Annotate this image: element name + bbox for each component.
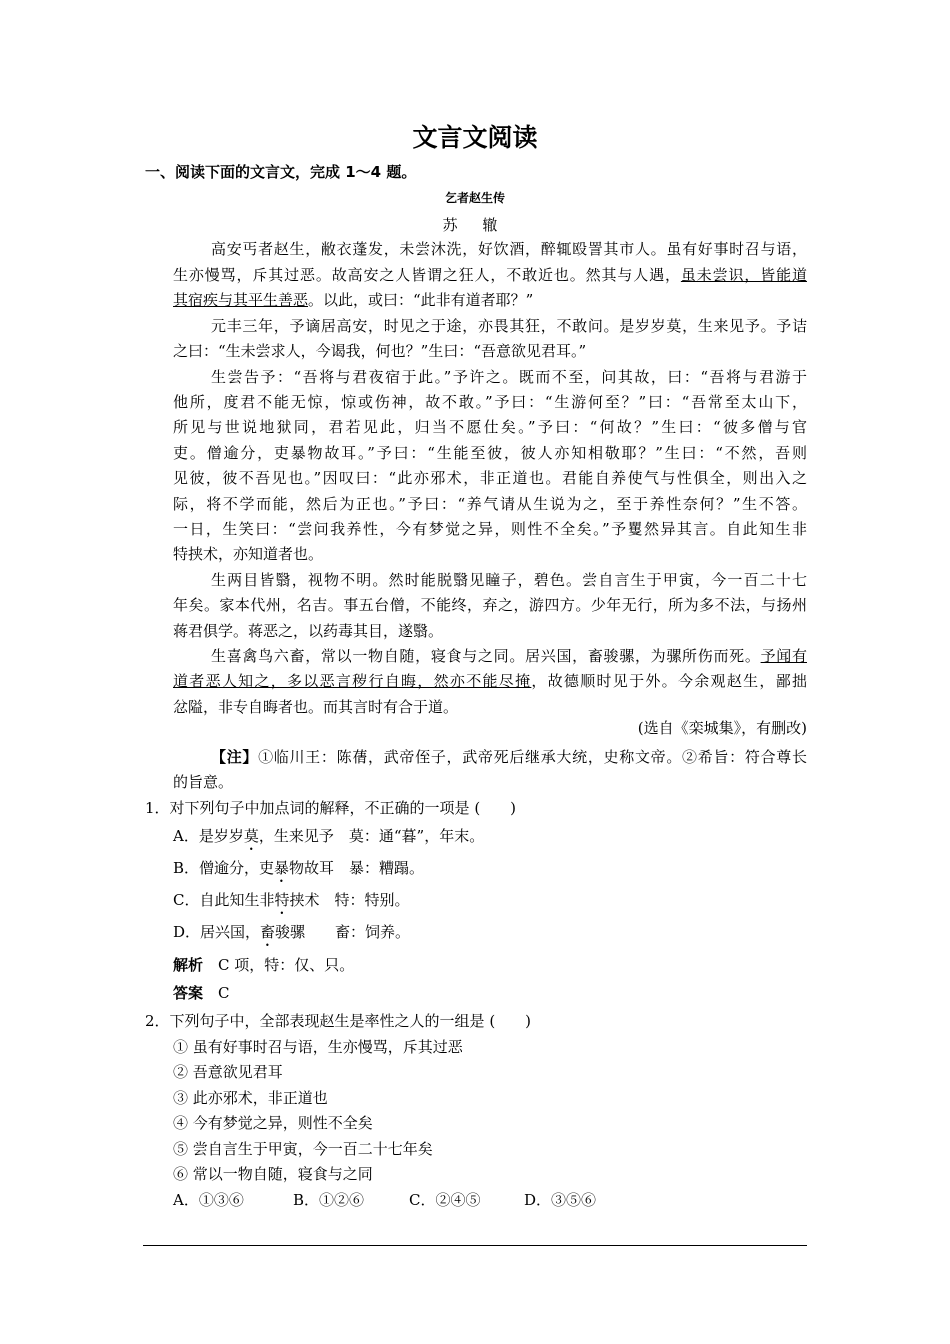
underlined-sentence: 道者恶人知之，多以恶言秽行自晦，然亦不能尽掩 bbox=[173, 672, 532, 690]
underlined-sentence: 其宿疾与其平生善恶 bbox=[173, 291, 309, 309]
q2-option-d: D．③⑤⑥ bbox=[524, 1191, 597, 1209]
passage-line: 其宿疾与其平生善恶。以此，或曰：“此非有道者耶？” bbox=[173, 291, 534, 309]
source-citation: (选自《栾城集》，有删改) bbox=[637, 719, 807, 737]
passage-line: 一日，生笑曰：“尝问我养性，今有梦觉之异，则性不全矣。”予矍然异其言。自此知生非 bbox=[173, 520, 807, 538]
footer-divider bbox=[143, 1245, 807, 1246]
passage-line: 际，将不学而能，然后为正也。”予曰：“养气请从生说为之，至于养性奈何？”生不答。 bbox=[173, 495, 807, 513]
passage-line: 之曰：“生未尝求人，今谒我，何也？”生曰：“吾意欲见君耳。” bbox=[173, 342, 587, 360]
passage-line: 吏。僧逾分，吏暴物故耳。”予曰：“生能至彼，彼人亦知相敬耶？”生曰：“不然，吾则 bbox=[173, 444, 807, 462]
passage-line: 见彼，彼不吾见也。”因叹曰：“此亦邪术，非正道也。君能自养使气与性俱全，则出入之 bbox=[173, 469, 807, 487]
passage-line: 生喜禽鸟六畜，常以一物自随，寝食与之同。居兴国，畜骏骡，为骡所伤而死。予闻有 bbox=[211, 647, 807, 665]
passage-author: 苏 辙 bbox=[442, 216, 508, 234]
underlined-sentence: 虽未尝识，皆能道 bbox=[680, 266, 807, 284]
dotted-word: 畜 bbox=[260, 923, 276, 941]
passage-line: 忿隘，非专自晦者也。而其言时有合于道。 bbox=[173, 698, 459, 716]
passage-line: 生两目皆翳，视物不明。然时能脱翳见瞳子，碧色。尝自言生于甲寅，今一百二十七 bbox=[211, 571, 807, 589]
q1-option-c: C．自此知生非特挟术 特：特别。 bbox=[173, 891, 410, 909]
q1-analysis: 解析 C 项，特：仅、只。 bbox=[173, 956, 355, 974]
passage-line: 所见与世说地狱同，君若见此，归当不愿仕矣。”予曰：“何故？”生曰：“彼多僧与官 bbox=[173, 418, 807, 436]
passage-line: 年矣。家本代州，名吉。事五台僧，不能终，弃之，游四方。少年无行，所为多不法，与扬州 bbox=[173, 596, 807, 614]
q2-item: ① 虽有好事时召与语，生亦慢骂，斥其过恶 bbox=[173, 1038, 463, 1056]
q1-option-d: D．居兴国，畜骏骡 畜：饲养。 bbox=[173, 923, 411, 941]
passage-line: 特挟术，亦知道者也。 bbox=[173, 545, 324, 563]
dotted-word: 暴 bbox=[274, 859, 290, 877]
answer-label: 答案 bbox=[173, 984, 204, 1002]
q2-item: ③ 此亦邪术，非正道也 bbox=[173, 1089, 328, 1107]
q2-item: ④ 今有梦觉之异，则性不全矣 bbox=[173, 1114, 373, 1132]
passage-line: 蒋君俱学。蒋恶之，以药毒其目，遂翳。 bbox=[173, 622, 444, 640]
q2-option-a: A．①③⑥ bbox=[173, 1191, 244, 1209]
note-label: 【注】 bbox=[211, 748, 259, 766]
passage-line: 生亦慢骂，斥其过恶。故高安之人皆谓之狂人，不敢近也。然其与人遇，虽未尝识，皆能道 bbox=[173, 266, 807, 284]
underlined-sentence: 予闻有 bbox=[760, 647, 807, 665]
question-2-stem: 2．下列句子中，全部表现赵生是率性之人的一组是 ( ) bbox=[145, 1012, 532, 1030]
q2-item: ⑤ 尝自言生于甲寅，今一百二十七年矣 bbox=[173, 1140, 433, 1158]
analysis-label: 解析 bbox=[173, 956, 204, 974]
passage-line: 生尝告予：“吾将与君夜宿于此。”予许之。既而不至，问其故，曰：“吾将与君游于 bbox=[211, 368, 807, 386]
passage-title: 乞者赵生传 bbox=[444, 191, 505, 205]
q2-item: ⑥ 常以一物自随，寝食与之同 bbox=[173, 1165, 373, 1183]
q2-item: ② 吾意欲见君耳 bbox=[173, 1063, 283, 1081]
q1-answer: 答案 C bbox=[173, 984, 230, 1002]
page-title: 文言文阅读 bbox=[412, 123, 538, 152]
note-line: 【注】①临川王：陈蒨，武帝侄子，武帝死后继承大统，史称文帝。②希旨：符合尊长 bbox=[211, 748, 807, 766]
q1-option-a: A．是岁岁莫，生来见予 莫：通“暮”，年末。 bbox=[173, 827, 485, 845]
section-heading: 一、阅读下面的文言文，完成 1～4 题。 bbox=[145, 163, 417, 181]
q2-option-c: C．②④⑤ bbox=[409, 1191, 481, 1209]
question-1-stem: 1．对下列句子中加点词的解释，不正确的一项是 ( ) bbox=[145, 799, 517, 817]
passage-line: 高安丐者赵生，敝衣蓬发，未尝沐洗，好饮酒，醉辄殴詈其市人。虽有好事时召与语， bbox=[211, 240, 807, 258]
dotted-word: 莫 bbox=[243, 827, 259, 845]
q1-option-b: B．僧逾分，吏暴物故耳 暴：糟蹋。 bbox=[173, 859, 425, 877]
passage-line: 他所，度君不能无惊，惊或伤神，故不敢。”予曰：“生游何至？”曰：“吾常至太山下， bbox=[173, 393, 807, 411]
dotted-word: 特 bbox=[274, 891, 290, 909]
note-line: 的旨意。 bbox=[173, 773, 234, 791]
passage-line: 道者恶人知之，多以恶言秽行自晦，然亦不能尽掩，故德顺时见于外。今余观赵生，鄙拙 bbox=[173, 672, 807, 690]
passage-line: 元丰三年，予谪居高安，时见之于途，亦畏其狂，不敢问。是岁岁莫，生来见予。予诘 bbox=[211, 317, 807, 335]
q2-option-b: B．①②⑥ bbox=[293, 1191, 365, 1209]
